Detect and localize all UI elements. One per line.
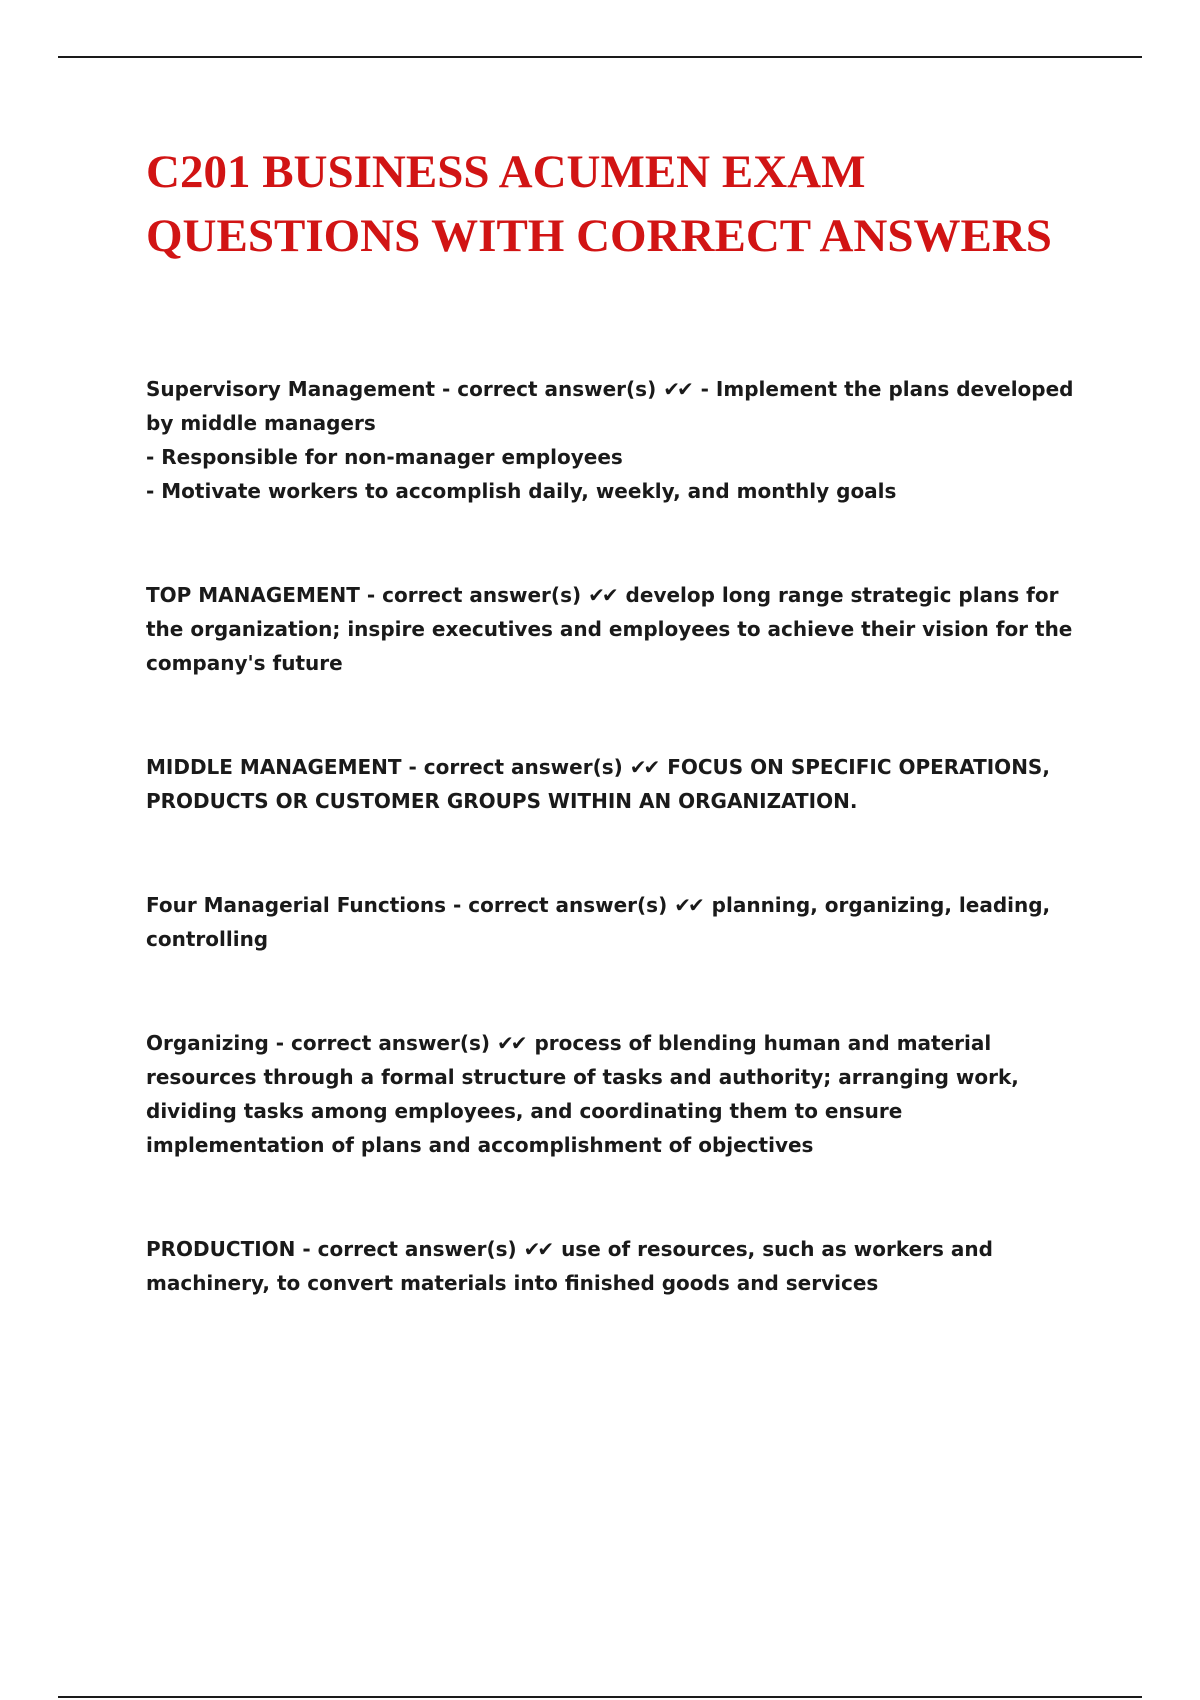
top-rule [58, 56, 1142, 58]
entry-answer: process of blending human and material resources through a formal structure of tasks and authority; arranging work, dividing tasks among employees, and coordinating them to ensure implementation of plans and accomplishment of objectives [146, 1031, 1019, 1157]
bottom-rule [58, 1696, 1142, 1698]
entry-answer: develop long range strategic plans for the organization; inspire executives and employees to achieve their vision for the company's future [146, 583, 1073, 675]
double-check-icon: ✔✔ [523, 1237, 552, 1261]
double-check-icon: ✔✔ [663, 377, 691, 401]
entry-answer: use of resources, such as workers and machinery, to convert materials into finished goods and services [146, 1237, 993, 1295]
document-body [146, 140, 1086, 1300]
qa-entry-four-managerial-functions [146, 888, 1086, 956]
qa-entry-production [146, 1232, 1086, 1300]
double-check-icon: ✔✔ [629, 755, 658, 779]
double-check-icon: ✔✔ [674, 893, 702, 917]
entry-term: PRODUCTION - correct answer(s) [146, 1237, 524, 1261]
title-line-2: QUESTIONS WITH CORRECT ANSWERS [146, 210, 1052, 262]
qa-entry-organizing [146, 1026, 1086, 1162]
entry-subpoint: - Responsible for non-manager employees [146, 445, 623, 469]
entry-term: MIDDLE MANAGEMENT - correct answer(s) [146, 755, 630, 779]
title-line-1: C201 BUSINESS ACUMEN EXAM [146, 146, 866, 198]
entry-term: Organizing - correct answer(s) [146, 1031, 498, 1055]
entry-term: Supervisory Management - correct answer(s) [146, 377, 664, 401]
entry-answer: FOCUS ON SPECIFIC OPERATIONS, PRODUCTS OR CUSTOMER GROUPS WITHIN AN ORGANIZATION. [146, 755, 1050, 813]
qa-entries [146, 372, 1086, 1300]
qa-entry-middle-management [146, 750, 1086, 818]
entry-term: Four Managerial Functions - correct answer(s) [146, 893, 675, 917]
entry-answer: planning, organizing, leading, controlling [146, 893, 1051, 951]
entry-subpoint: - Motivate workers to accomplish daily, weekly, and monthly goals [146, 479, 897, 503]
entry-answer: - Implement the plans developed by middle managers [146, 377, 1074, 435]
qa-entry-supervisory-management [146, 372, 1086, 508]
double-check-icon: ✔✔ [497, 1031, 525, 1055]
double-check-icon: ✔✔ [588, 583, 616, 607]
qa-entry-top-management [146, 578, 1086, 680]
entry-term: TOP MANAGEMENT - correct answer(s) [146, 583, 589, 607]
document-title [146, 140, 1086, 268]
